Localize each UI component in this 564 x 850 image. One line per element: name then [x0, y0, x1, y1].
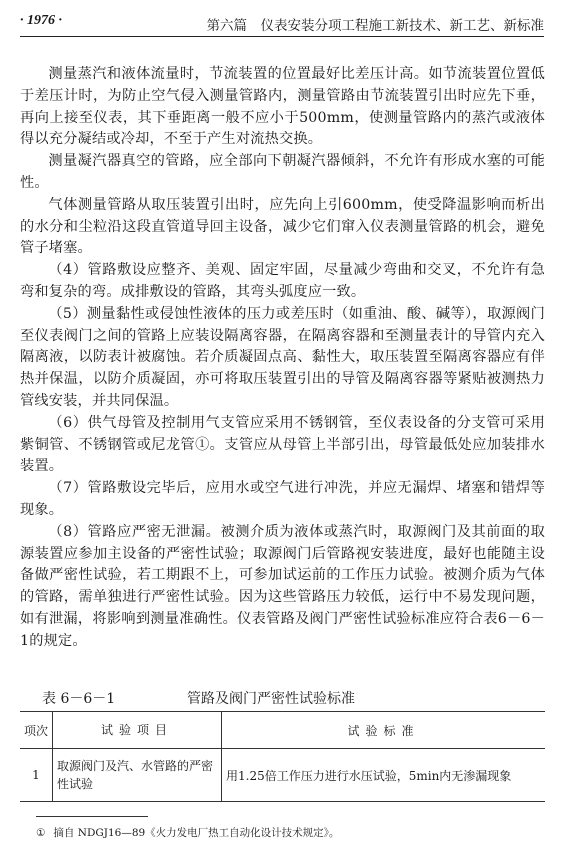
footnote [36, 825, 339, 840]
paragraph: （4）管路敷设应整齐、美观、固定牢固，尽量减少弯曲和交叉，不允许有急弯和复杂的弯。成排敷设的管路，其弯头弧度应一致。 [20, 262, 545, 300]
paragraph: 测量蒸汽和液体流量时，节流装置的位置最好比差压计高。如节流装置位置低于差压计时，为防止空气侵入测量管路内，测量管路由节流装置引出时应先下垂，再向上接至仪表，其下垂距离一般不应小于500mm，使测量管路内的蒸汽或液体得以充分凝结或冷却，不至于产生对流热交换。 [20, 66, 545, 148]
table-title: 管路及阀门严密性试验标准 [187, 691, 355, 707]
table-row [20, 749, 545, 802]
page-number: · 1976 · [20, 13, 62, 28]
paragraph: （7）管路敷设完毕后，应用水或空气进行冲洗，并应无漏焊、堵塞和错焊等现象。 [20, 480, 545, 518]
footnote-mark: ① [36, 827, 46, 839]
paragraph: （8）管路应严密无泄漏。被测介质为液体或蒸汽时，取源阀门及其前面的取源装置应参加主设备的严密性试验；取源阀门后管路视安装进度，最好也能随主设备做严密性试验，若工期跟不上，可参加试运前的工作压力试验。被测介质为气体的管路，需单独进行严密性试验。因为这些管路压力较低，运行中不易发现问题，如有泄漏，将影响到测量准确性。仪表管路及阀门严密性试验标准应符合表6－6－1的规定。 [20, 523, 545, 649]
page-header [20, 10, 544, 37]
table-header-cell: 项次 [20, 712, 53, 749]
paragraph: （5）测量黏性或侵蚀性液体的压力或差压时（如重油、酸、碱等），取源阀门至仪表阀门之间的管路上应装设隔离容器，在隔离容器和至测量表计的导管内充入隔离液，以防表计被腐蚀。若介质凝固点高、黏性大，取压装置至隔离容器应有伴热并保温，以防介质凝固，亦可将取压装置引出的导管及隔离容器等紧贴被测热力管线安装，并共同保温。 [20, 305, 545, 409]
table-header-cell: 试验项目 [53, 712, 222, 749]
paragraph: 气体测量管路从取压装置引出时，应先向上引600mm，使受降温影响而析出的水分和尘粒沿这段直管道导回主设备，减少它们窜入仪表测量管路的机会，避免管子堵塞。 [20, 196, 545, 257]
table-header-row [20, 712, 545, 749]
table-cell: 1 [20, 749, 53, 802]
test-standard-table [20, 711, 545, 802]
body-text [20, 64, 545, 653]
footnote-text: 摘自 NDGJ16—89《火力发电厂热工自动化设计技术规定》。 [53, 827, 340, 839]
table-cell: 取源阀门及汽、水管路的严密性试验 [53, 749, 222, 802]
paragraph: （6）供气母管及控制用气支管应采用不锈钢管，至仪表设备的分支管可采用紫铜管、不锈钢管或尼龙管①。支管应从母管上半部引出，母管最低处应加装排水装置。 [20, 414, 545, 475]
table-number: 表 6－6－1 [42, 691, 116, 707]
paragraph: 测量凝汽器真空的管路，应全部向下朝凝汽器倾斜，不允许有形成水塞的可能性。 [20, 153, 545, 191]
running-head: 第六篇 仪表安装分项工程施工新技术、新工艺、新标准 [206, 18, 544, 34]
table-cell: 用1.25倍工作压力进行水压试验，5min内无渗漏现象 [222, 749, 546, 802]
footnote-divider [36, 816, 148, 817]
table-header-cell: 试验标准 [222, 712, 546, 749]
table-caption [42, 688, 542, 708]
